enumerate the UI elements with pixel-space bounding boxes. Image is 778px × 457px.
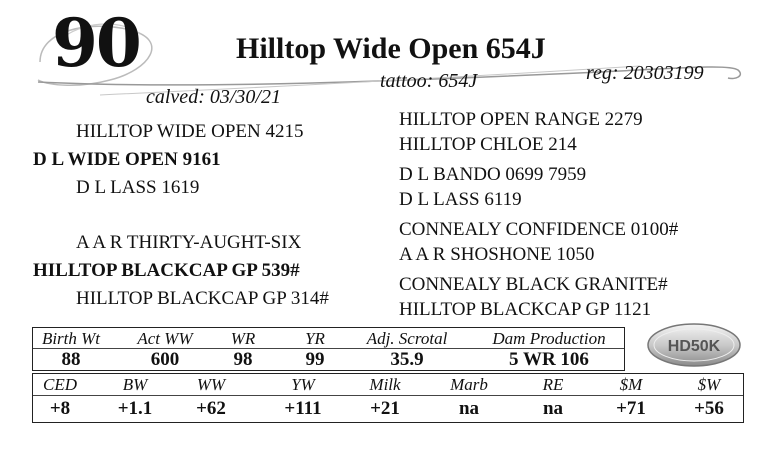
logo-text: HD50K — [667, 338, 721, 355]
dam-sire-dam: A A R SHOSHONE 1050 — [399, 244, 595, 265]
sire-dam-sire: D L BANDO 0699 7959 — [399, 164, 587, 185]
performance-table — [32, 327, 625, 371]
header-dollar-m: $M — [619, 375, 643, 394]
header-act-ww: Act WW — [137, 329, 193, 348]
header-ww: WW — [196, 375, 226, 394]
sire-sire: HILLTOP WIDE OPEN 4215 — [76, 121, 304, 142]
header-adj-scrotal: Adj. Scrotal — [366, 329, 448, 348]
header-wr: WR — [230, 329, 256, 348]
value-birth-wt: 88 — [61, 349, 81, 370]
dam-sire-sire: CONNEALY CONFIDENCE 0100# — [399, 219, 679, 240]
header-birth-wt: Birth Wt — [41, 329, 101, 348]
dam-dam-dam: HILLTOP BLACKCAP GP 1121 — [399, 299, 652, 320]
value-re: na — [542, 398, 564, 419]
value-marb: na — [458, 398, 480, 419]
dam-dam: HILLTOP BLACKCAP GP 314# — [76, 288, 329, 309]
dam: HILLTOP BLACKCAP GP 539# — [33, 260, 300, 281]
value-act-ww: 600 — [150, 349, 180, 370]
sire-sire-dam: HILLTOP CHLOE 214 — [399, 134, 577, 155]
hd50k-logo — [646, 322, 742, 368]
value-dam-production: 5 WR 106 — [509, 349, 589, 370]
animal-name: Hilltop Wide Open 654J — [236, 32, 546, 65]
epd-table — [32, 373, 744, 423]
value-milk: +21 — [370, 398, 400, 419]
value-ww: +62 — [196, 398, 226, 419]
value-dollar-m: +71 — [616, 398, 646, 419]
sire-dam: D L LASS 1619 — [76, 177, 200, 198]
header-marb: Marb — [450, 375, 488, 394]
lot-number: 90 — [52, 4, 140, 82]
tattoo: tattoo: 654J — [380, 70, 478, 92]
sire-dam-dam: D L LASS 6119 — [399, 189, 522, 210]
sire: D L WIDE OPEN 9161 — [33, 149, 221, 170]
header-dollar-w: $W — [697, 375, 721, 394]
header-yw: YW — [291, 375, 315, 394]
header-bw: BW — [122, 375, 148, 394]
header-yr: YR — [305, 329, 325, 348]
registration-number: reg: 20303199 — [586, 62, 704, 84]
header-dam-production: Dam Production — [492, 329, 606, 348]
calved-date: calved: 03/30/21 — [146, 86, 281, 108]
sire-sire-sire: HILLTOP OPEN RANGE 2279 — [399, 109, 643, 130]
value-adj-scrotal: 35.9 — [390, 349, 424, 370]
header-re: RE — [542, 375, 564, 394]
header-ced: CED — [43, 375, 77, 394]
dam-sire: A A R THIRTY-AUGHT-SIX — [76, 232, 302, 253]
value-yw: +111 — [284, 398, 322, 419]
value-wr: 98 — [233, 349, 253, 370]
dam-dam-sire: CONNEALY BLACK GRANITE# — [399, 274, 668, 295]
header-milk: Milk — [369, 375, 401, 394]
value-yr: 99 — [305, 349, 325, 370]
value-ced: +8 — [49, 398, 71, 419]
value-bw: +1.1 — [117, 398, 153, 419]
value-dollar-w: +56 — [694, 398, 724, 419]
